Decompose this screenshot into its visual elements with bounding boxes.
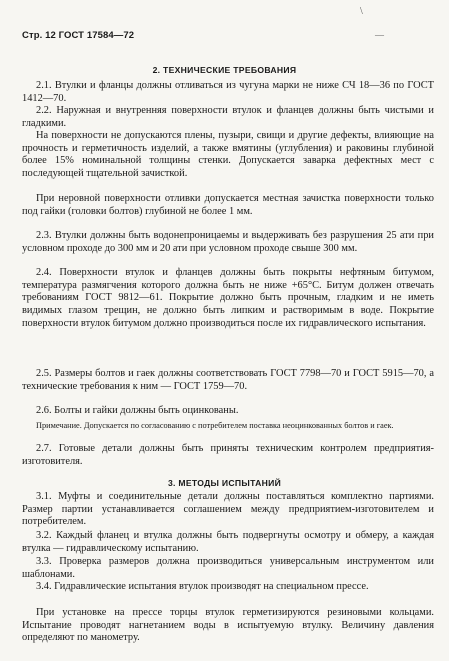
paragraph: При установке на прессе торцы втулок герметизируются резиновыми кольцами. Испытание проводят нагнетанием воды в испытуемую втулку. Величину давления определяют по манометру.: [22, 607, 434, 644]
section-title: 3. МЕТОДЫ ИСПЫТАНИЙ: [167, 478, 282, 488]
paragraph: 2.6. Болты и гайки должны быть оцинкованы.: [36, 405, 239, 416]
paragraph: 2.4. Поверхности втулок и фланцев должны быть покрыты нефтяным битумом, температура размягчения которого должна быть не ниже +65°С. Битум должен отвечать требованиям ГОСТ 9812—61. Покрытие должно быть прочным, гладким и не иметь видимых глазом трещин, не должно быть липким и растворимым в воде. Покрытие поверхности втулок битумом должно производиться после их гидравлического испытания.: [22, 267, 434, 329]
section-title: 2. ТЕХНИЧЕСКИЕ ТРЕБОВАНИЯ: [152, 65, 297, 75]
paragraph: 2.3. Втулки должны быть водонепроницаемы и выдерживать без разрушения 25 ати при условном проходе до 300 мм и 20 ати при условном проходе свыше 300 мм.: [22, 230, 434, 254]
page-header: Стр. 12 ГОСТ 17584—72: [22, 30, 135, 41]
paragraph: 3.2. Каждый фланец и втулка должны быть подвергнуты осмотру и обмеру, а каждая втулка — гидравлическому испытанию.: [22, 530, 434, 554]
paragraph: 3.4. Гидравлические испытания втулок производят на специальном прессе.: [36, 581, 369, 592]
paragraph: При неровной поверхности отливки допускается местная зачистка поверхности только под гайки (головки болтов) глубиной не более 1 мм.: [22, 193, 434, 217]
paragraph: На поверхности не допускаются плены, пузыри, свищи и другие дефекты, влияющие на прочность и герметичность изделий, а также вмятины (углубления) и раковины глубиной более 15% номинальной толщины стенки. Допускается заварка дефектных мест с последующей тщательной зачисткой.: [22, 130, 434, 180]
paragraph: 2.1. Втулки и фланцы должны отливаться из чугуна марки не ниже СЧ 18—36 по ГОСТ 1412—70.: [22, 80, 434, 104]
note: Примечание. Допускается по согласованию с потребителем поставка неоцинкованных болтов и гаек.: [36, 421, 394, 430]
margin-mark: \: [360, 6, 363, 17]
paragraph: 3.1. Муфты и соединительные детали должны поставляться комплектно партиями. Размер партии устанавливается соглашением между предприятием-изготовителем и потребителем.: [22, 491, 434, 528]
paragraph: 2.7. Готовые детали должны быть приняты техническим контролем предприятия-изготовителя.: [22, 443, 434, 467]
paragraph: 3.3. Проверка размеров должна производиться универсальным инструментом или шаблонами.: [22, 556, 434, 580]
paragraph: 2.5. Размеры болтов и гаек должны соответствовать ГОСТ 7798—70 и ГОСТ 5915—70, а технические требования к ним — ГОСТ 1759—70.: [22, 368, 434, 392]
paragraph: 2.2. Наружная и внутренняя поверхности втулок и фланцев должны быть чистыми и гладкими.: [22, 105, 434, 129]
margin-mark: —: [375, 30, 384, 40]
